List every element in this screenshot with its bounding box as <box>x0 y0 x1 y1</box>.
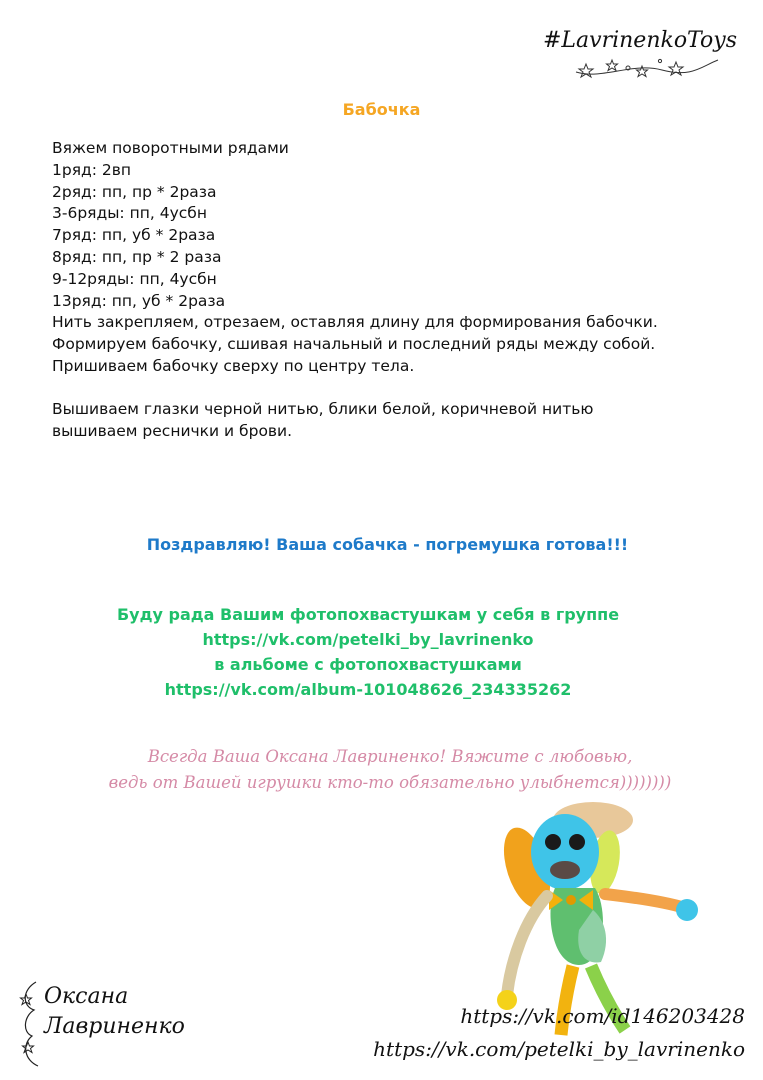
author-first-name: Оксана <box>44 984 129 1009</box>
paragraph-gap <box>52 378 732 399</box>
author-swirl-ornament <box>18 980 46 1070</box>
instruction-line: 2ряд: пп, пр * 2раза <box>52 182 217 201</box>
signoff-block <box>0 744 763 796</box>
instruction-line: 3-6ряды: пп, 4усбн <box>52 204 207 223</box>
congrats-text: Поздравляю! Ваша собачка - погремушка готова!!! <box>146 535 629 554</box>
group-footer-link[interactable]: https://vk.com/petelki_by_lavrinenko <box>373 1037 745 1061</box>
instructions-block <box>52 138 732 442</box>
brand-hashtag: #LavrinenkoToys <box>542 28 737 53</box>
instruction-line: Формируем бабочку, сшивая начальный и последний ряды между собой. <box>52 335 656 354</box>
group-invite-line: Буду рада Вашим фотопохвастушкам у себя в группе <box>116 605 620 624</box>
group-link[interactable]: https://vk.com/petelki_by_lavrinenko <box>202 630 534 649</box>
instruction-line: 13ряд: пп, уб * 2раза <box>52 291 226 310</box>
instruction-line: 9-12ряды: пп, 4усбн <box>52 269 217 288</box>
instruction-line: вышиваем реснички и брови. <box>52 421 293 440</box>
instruction-line: Вяжем поворотными рядами <box>52 139 289 157</box>
group-invite-block <box>0 602 736 702</box>
instruction-line: Пришиваем бабочку сверху по центру тела. <box>52 356 415 375</box>
instruction-line: 8ряд: пп, пр * 2 раза <box>52 247 222 266</box>
author-last-name: Лавриненко <box>44 1014 185 1039</box>
signoff-line: ведь от Вашей игрушки кто-то обязательно улыбнется)))))))) <box>108 773 672 792</box>
instruction-line: Нить закрепляем, отрезаем, оставляя длину для формирования бабочки. <box>52 313 658 332</box>
instruction-line: 1ряд: 2вп <box>52 160 132 179</box>
instruction-line: 7ряд: пп, уб * 2раза <box>52 226 216 245</box>
album-invite-line: в альбоме с фотопохвастушками <box>214 655 522 674</box>
footer-links <box>373 1000 745 1066</box>
profile-link[interactable]: https://vk.com/id146203428 <box>460 1004 745 1028</box>
signoff-line: Всегда Ваша Оксана Лавриненко! Вяжите с любовью, <box>147 747 633 766</box>
album-link[interactable]: https://vk.com/album-101048626_234335262 <box>164 680 572 699</box>
instruction-line: Вышиваем глазки черной нитью, блики белой, коричневой нитью <box>52 399 594 418</box>
section-title: Бабочка <box>342 100 421 119</box>
author-name <box>44 982 185 1042</box>
brand-stars-ornament <box>572 56 720 82</box>
